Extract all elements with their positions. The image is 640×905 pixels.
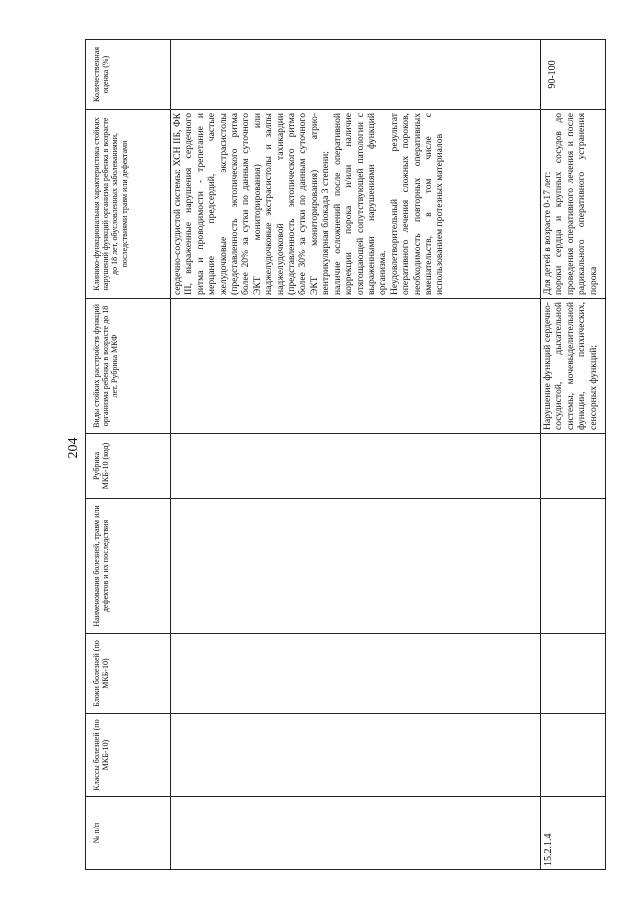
- page-frame: [85, 40, 605, 870]
- table-row-1-score: [171, 39, 541, 109]
- header-disease-block: Блоки болезней (по МКБ-10): [86, 633, 171, 713]
- table-row-2-description: [541, 109, 606, 298]
- header-clinical-description: Клинико-функциональная характеристика стойких нарушений функций организма ребенка в возрасте до 18 лет, обусловленных заболеваниями, последствиями травм или дефектами: [86, 109, 171, 298]
- header-disease-name: Наименования болезней, травм или дефектов и их последствия: [86, 498, 171, 633]
- table-row-1-description: [171, 109, 541, 298]
- table-row-2-score: 90-100: [541, 39, 606, 109]
- header-number: № п/п: [86, 796, 171, 869]
- description-paragraph: Неудовлетворительный результат оперативного лечения сложных пороков, необходимость повторных оперативных вмешательств, в том числе с использованием протезных материалов: [388, 113, 446, 295]
- header-disease-class: Классы болезней (по МКБ-10): [86, 713, 171, 796]
- table-row-2-code: [541, 433, 606, 498]
- table-row-1-name: [171, 498, 541, 633]
- table-row-2-block: [541, 633, 606, 713]
- description-paragraph: наличие осложнений после оперативной коррекции порока и/или наличие отягощающей сопутствующей патологии с выраженными нарушениями функций организма.: [331, 113, 389, 295]
- table-row-2-function: Нарушение функций сердечно-сосудистой, дыхательной системы, мочевыделительной функции, психических, сенсорных функций;: [541, 298, 606, 433]
- table-row-2-number: 15.2.1.4: [541, 796, 606, 869]
- page-number: 204: [66, 437, 81, 459]
- disability-criteria-table: [85, 39, 606, 870]
- table-row-1-block: [171, 633, 541, 713]
- description-paragraph: Для детей в возрасте 0-17 лет:: [542, 171, 553, 295]
- header-icd-code: Рубрика МКБ-10 (код): [86, 433, 171, 498]
- table-row-2-class: [541, 713, 606, 796]
- header-score: Количественная оценка (%): [86, 39, 171, 109]
- table-row-1-code: [171, 433, 541, 498]
- table-row-2-name: [541, 498, 606, 633]
- table-row-1-function: [171, 298, 541, 433]
- table-row-1-class: [171, 713, 541, 796]
- description-paragraph: пороки сердца и крупных сосудов до проведения оперативного лечения и после радикального оперативного устранения порока: [553, 113, 599, 295]
- description-paragraph: сердечно-сосудистой системы: ХСН IIБ, ФК III, выраженные нарушения сердечного ритма и проводимости - трепетание и мерцание предсердий, частые желудочковые экстрасистолы (представленность эктопического ритма более 20% за сутки по данным суточного ЭКТ мониторирования) или наджелудочковые экстрасистолы и залпы наджелудочковой тахикардии (представленность эктопического ритма более 30% за сутки по данным суточного ЭКТ мониторирования) атрио-вентрикулярная блокада 3 степени;: [172, 113, 332, 295]
- header-function-type: Виды стойких расстройств функций организма ребенка в возрасте до 18 лет. Рубрика МКФ: [86, 298, 171, 433]
- table-row-1-number: [171, 796, 541, 869]
